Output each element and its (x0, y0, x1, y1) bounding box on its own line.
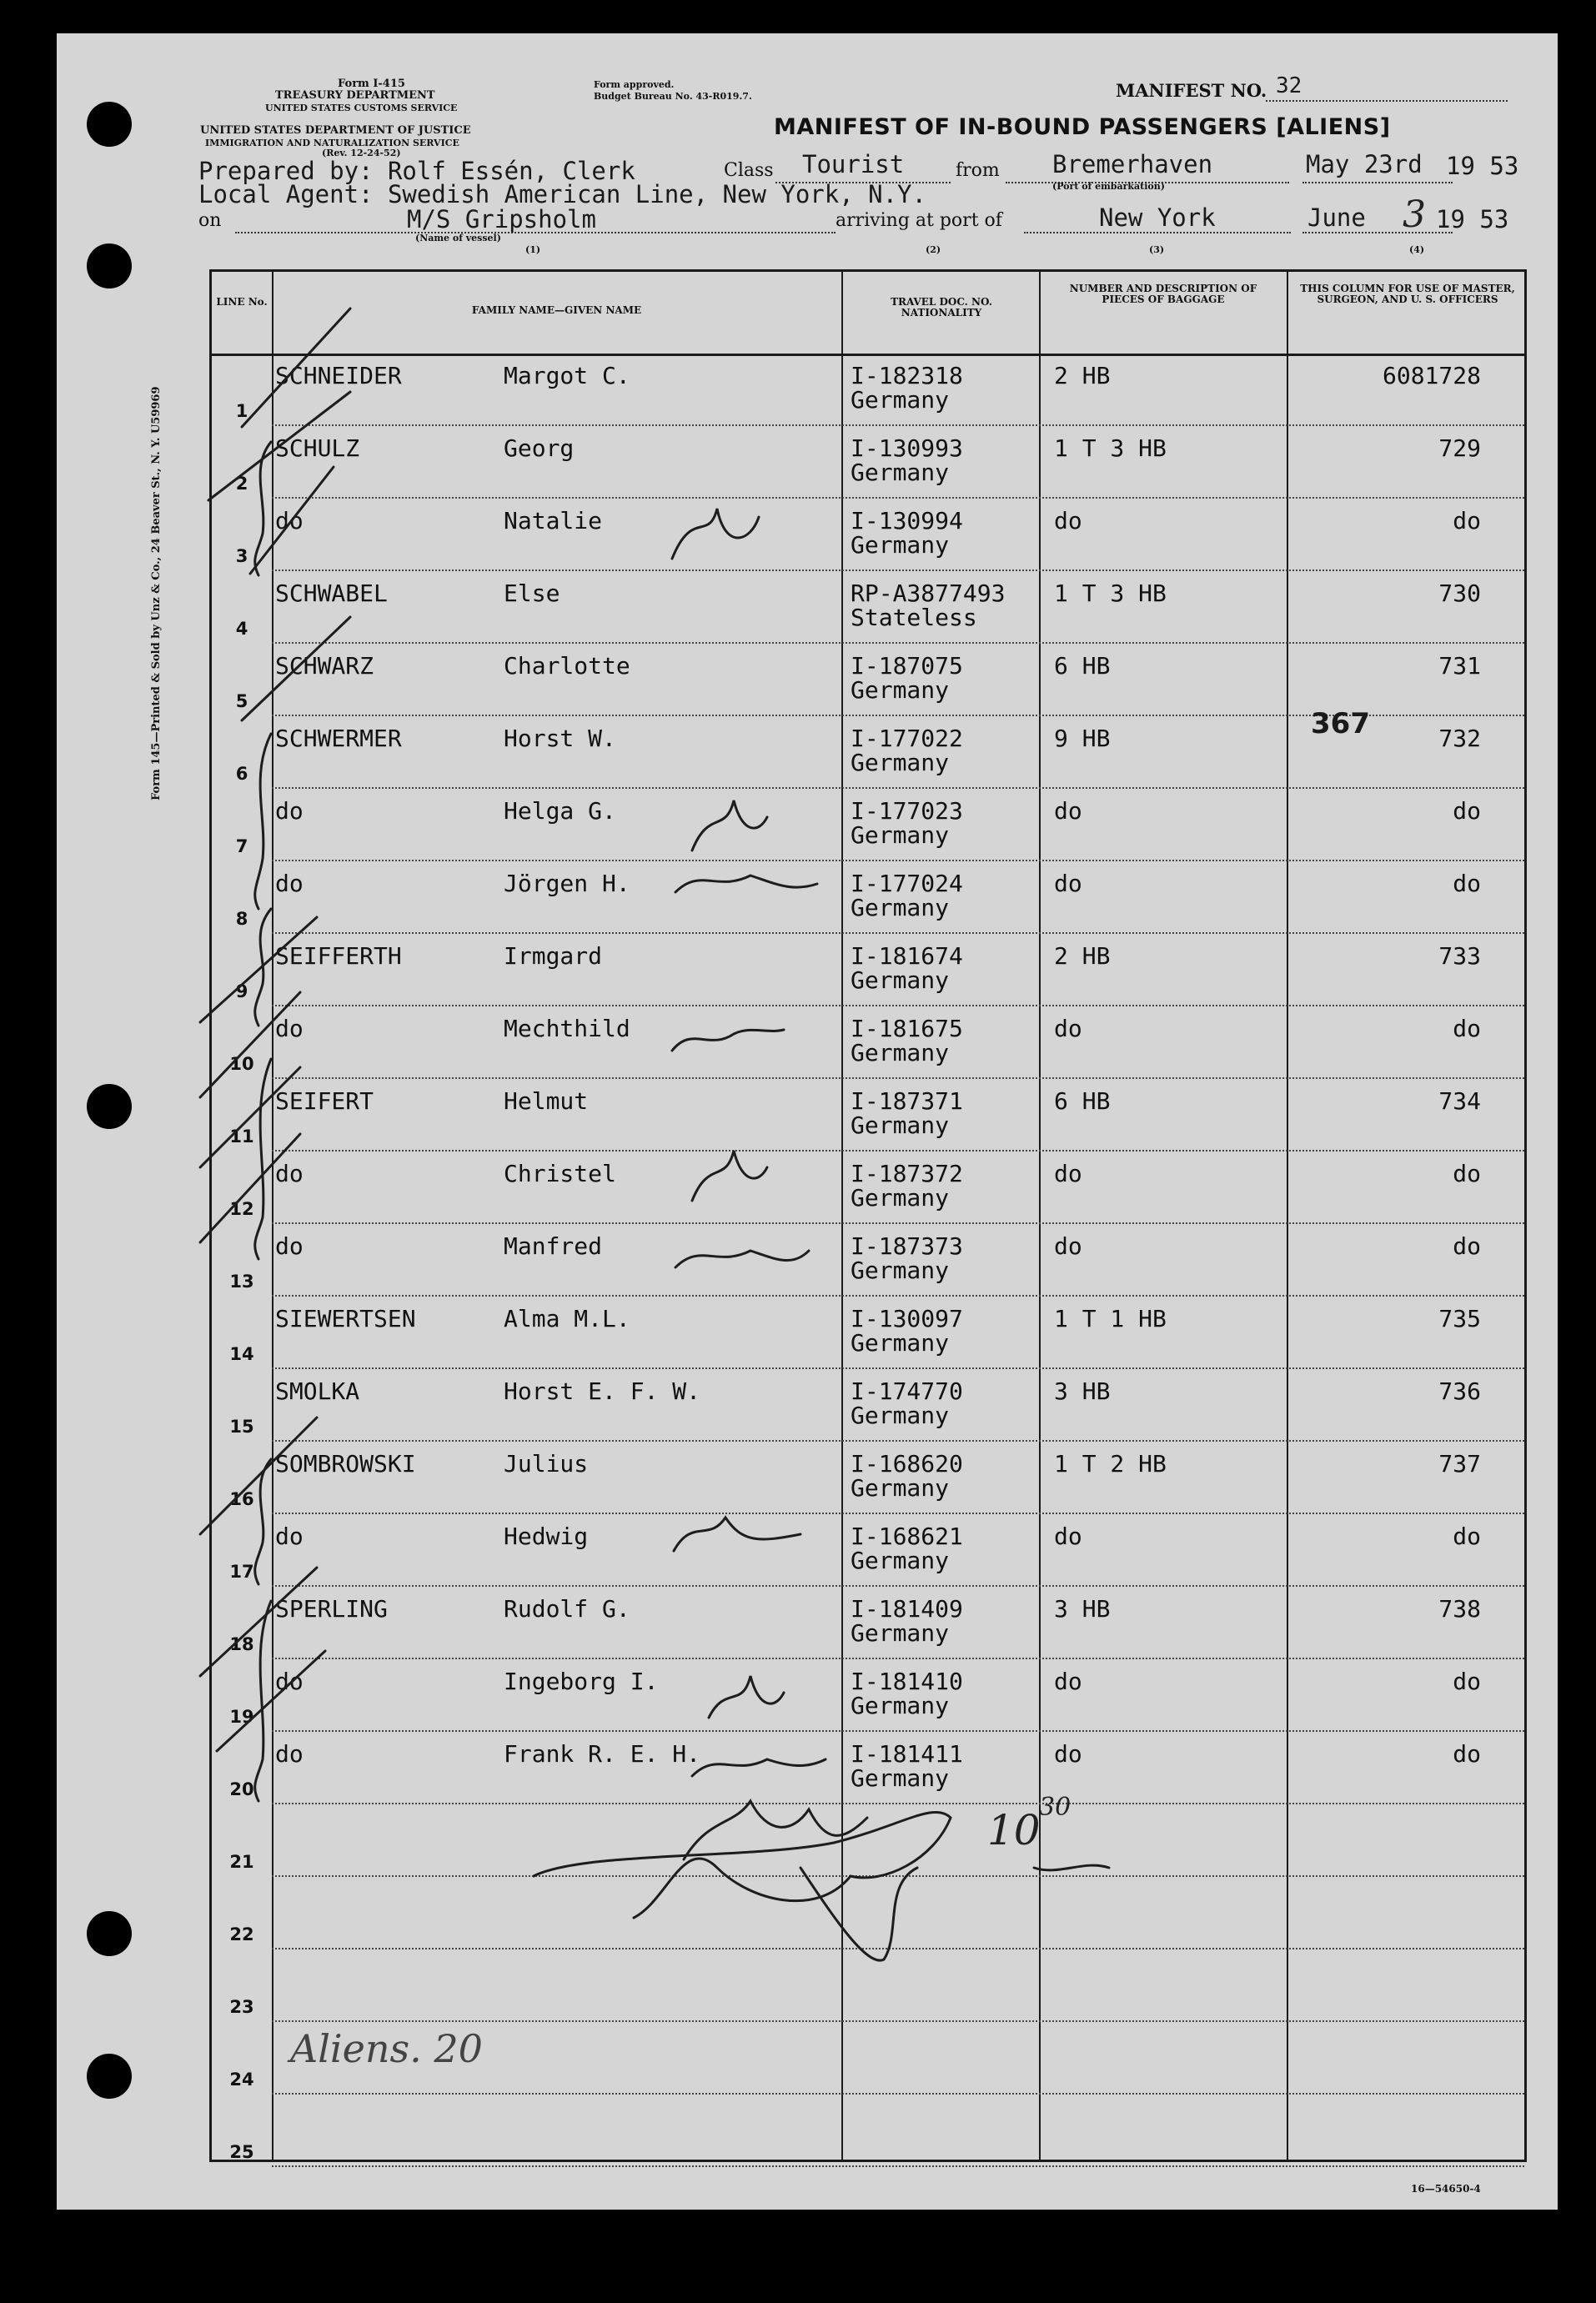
departure-year: 19 53 (1446, 152, 1519, 180)
baggage: do (1054, 1160, 1082, 1187)
initials (672, 509, 759, 559)
officer-entry: do (1453, 797, 1481, 825)
officer-entry: 737 (1438, 1450, 1481, 1478)
baggage: do (1054, 1740, 1082, 1768)
line-number: 3 (235, 546, 248, 566)
officer-entry: 736 (1438, 1377, 1481, 1405)
line-number: 25 (229, 2142, 254, 2162)
vessel-caption: (Name of vessel) (415, 233, 501, 243)
baggage: 1 T 3 HB (1054, 580, 1167, 607)
line-number: 15 (229, 1417, 254, 1437)
given-name: Georg (504, 434, 575, 462)
nationality: Germany (851, 894, 950, 921)
line-number: 4 (235, 619, 248, 639)
port-of-arrival: New York (1099, 203, 1216, 232)
nationality: Germany (851, 1764, 950, 1792)
family-name: SEIFERT (275, 1087, 374, 1115)
line-number: 16 (229, 1489, 254, 1509)
given-name: Margot C. (504, 362, 630, 389)
punch-hole (87, 1084, 132, 1129)
initials (672, 1030, 784, 1051)
arrival-month: June (1307, 203, 1366, 232)
officer-entry: 738 (1438, 1595, 1481, 1623)
column-header-travel-doc: TRAVEL DOC. NO. NATIONALITY (891, 296, 992, 319)
family-name: SCHWERMER (275, 725, 402, 752)
printer-side-text: Form 145—Printed & Sold by Unz & Co., 24 Beaver St., N. Y. U59969 (150, 386, 163, 800)
family-name: do (275, 1160, 304, 1187)
given-name: Charlotte (504, 652, 630, 680)
revision-date: (Rev. 12-24-52) (322, 148, 401, 158)
baggage: 1 T 2 HB (1054, 1450, 1167, 1478)
manifest-number-label: MANIFEST NO. (1116, 80, 1267, 101)
given-name: Helmut (504, 1087, 589, 1115)
family-name: do (275, 507, 304, 534)
given-name: Jörgen H. (504, 870, 630, 897)
officer-entry: 734 (1438, 1087, 1481, 1115)
port-of-embarkation: Bremerhaven (1052, 150, 1213, 178)
line-number: 2 (235, 474, 248, 494)
embark-caption: (Port of embarkation) (1052, 181, 1165, 192)
nationality: Germany (851, 459, 950, 486)
family-name: do (275, 1232, 304, 1260)
officer-entry: do (1453, 1160, 1481, 1187)
given-name: Alma M.L. (504, 1305, 630, 1332)
travel-doc-number: I-177022 (851, 725, 963, 752)
officer-entry: 732 (1438, 725, 1481, 752)
travel-doc-number: I-177024 (851, 870, 963, 897)
line-number: 1 (235, 401, 248, 421)
nationality: Germany (851, 676, 950, 704)
baggage: do (1054, 870, 1082, 897)
family-name: do (275, 1523, 304, 1550)
baggage: 3 HB (1054, 1595, 1111, 1623)
treasury-department: TREASURY DEPARTMENT (275, 89, 435, 102)
family-name: SIEWERTSEN (275, 1305, 416, 1332)
nationality: Germany (851, 531, 950, 559)
baggage: 6 HB (1054, 652, 1111, 680)
given-name: Natalie (504, 507, 603, 534)
baggage: do (1054, 797, 1082, 825)
line-number: 24 (229, 2070, 254, 2090)
nationality: Germany (851, 821, 950, 849)
line-number: 7 (235, 836, 248, 856)
check-mark (208, 392, 350, 500)
signature-time-sup: 30 (1039, 1793, 1072, 1822)
manifest-title: MANIFEST OF IN-BOUND PASSENGERS [ALIENS] (774, 114, 1391, 140)
family-name: do (275, 1668, 304, 1695)
department-of-justice: UNITED STATES DEPARTMENT OF JUSTICE (200, 124, 471, 137)
travel-doc-number: RP-A3877493 (851, 580, 1006, 607)
from-label: from (956, 160, 1000, 181)
nationality: Stateless (851, 604, 977, 631)
baggage: do (1054, 1523, 1082, 1550)
check-mark (200, 917, 317, 1022)
travel-doc-number: I-174770 (851, 1377, 963, 1405)
given-name: Ingeborg I. (504, 1668, 659, 1695)
travel-doc-number: I-177023 (851, 797, 963, 825)
officer-entry: 733 (1438, 942, 1481, 970)
signature (1034, 1865, 1109, 1870)
baggage: 9 HB (1054, 725, 1111, 752)
given-name: Helga G. (504, 797, 616, 825)
signature-time: 10 (987, 1806, 1041, 1854)
initials (692, 800, 767, 850)
check-mark (217, 1651, 325, 1751)
travel-doc-number: I-130993 (851, 434, 963, 462)
column-header-officers: THIS COLUMN FOR USE OF MASTER, SURGEON, AND U. S. OFFICERS (1300, 283, 1515, 305)
column-header-name: FAMILY NAME—GIVEN NAME (471, 304, 642, 316)
check-mark (242, 309, 350, 427)
travel-doc-number: I-181674 (851, 942, 963, 970)
column-header-line: LINE No. (216, 296, 268, 308)
baggage: 1 T 1 HB (1054, 1305, 1167, 1332)
initials (709, 1676, 784, 1718)
check-mark (200, 1417, 317, 1534)
line-number: 23 (229, 1997, 254, 2017)
punch-hole (87, 2054, 132, 2099)
family-bracket (255, 1059, 271, 1259)
family-name: do (275, 1740, 304, 1768)
travel-doc-number: I-181410 (851, 1668, 963, 1695)
arrival-day: 3 (1403, 193, 1426, 236)
line-number: 22 (229, 1924, 254, 1944)
nationality: Germany (851, 386, 950, 414)
nationality: Germany (851, 966, 950, 994)
officer-entry: do (1453, 870, 1481, 897)
line-number: 8 (235, 909, 248, 929)
given-name: Hedwig (504, 1523, 589, 1550)
punch-hole (87, 102, 132, 147)
arriving-label: arriving at port of (836, 210, 1002, 231)
officer-entry: do (1453, 1740, 1481, 1768)
line-number: 14 (229, 1344, 254, 1364)
footer-code: 16—54650-4 (1411, 2183, 1481, 2195)
travel-doc-number: I-181411 (851, 1740, 963, 1768)
baggage: do (1054, 1232, 1082, 1260)
given-name: Christel (504, 1160, 616, 1187)
nationality: Germany (851, 1039, 950, 1066)
customs-service: UNITED STATES CUSTOMS SERVICE (265, 103, 458, 113)
initials (692, 1151, 767, 1201)
baggage: do (1054, 507, 1082, 534)
family-name: SMOLKA (275, 1377, 360, 1405)
class-label: Class (724, 160, 774, 181)
form-approved: Form approved. (594, 79, 675, 90)
given-name: Manfred (504, 1232, 603, 1260)
family-name: SCHWARZ (275, 652, 374, 680)
family-name: SOMBROWSKI (275, 1450, 416, 1478)
nationality: Germany (851, 1184, 950, 1212)
departure-date: May 23rd (1306, 150, 1423, 178)
officer-entry: do (1453, 507, 1481, 534)
officer-entry: do (1453, 1232, 1481, 1260)
nationality: Germany (851, 1692, 950, 1719)
stamp-number: 367 (1311, 707, 1370, 740)
nationality: Germany (851, 1402, 950, 1429)
initials (675, 876, 817, 892)
line-number: 10 (229, 1054, 254, 1074)
caption-2: (2) (926, 244, 941, 255)
budget-bureau: Budget Bureau No. 43-R019.7. (594, 91, 752, 102)
nationality: Germany (851, 749, 950, 776)
line-number: 17 (229, 1562, 254, 1582)
nationality: Germany (851, 1619, 950, 1647)
given-name: Rudolf G. (504, 1595, 630, 1623)
given-name: Irmgard (504, 942, 603, 970)
baggage: do (1054, 1668, 1082, 1695)
nationality: Germany (851, 1257, 950, 1284)
nationality: Germany (851, 1474, 950, 1502)
officer-entry: do (1453, 1668, 1481, 1695)
on-label: on (198, 210, 222, 231)
baggage: 1 T 3 HB (1054, 434, 1167, 462)
line-number: 21 (229, 1852, 254, 1872)
travel-doc-number: I-187372 (851, 1160, 963, 1187)
line-number: 20 (229, 1779, 254, 1799)
caption-3: (3) (1149, 244, 1165, 255)
class-value: Tourist (802, 150, 905, 178)
family-name: do (275, 870, 304, 897)
ins-label: IMMIGRATION AND NATURALIZATION SERVICE (205, 138, 459, 148)
line-number: 5 (235, 691, 248, 711)
baggage: 3 HB (1054, 1377, 1111, 1405)
given-name: Else (504, 580, 560, 607)
given-name: Horst E. F. W. (504, 1377, 701, 1405)
family-name: SCHNEIDER (275, 362, 402, 389)
officer-entry: 735 (1438, 1305, 1481, 1332)
line-number: 12 (229, 1199, 254, 1219)
signature (534, 1812, 951, 1918)
manifest-number: 32 (1276, 73, 1302, 98)
baggage: 2 HB (1054, 362, 1111, 389)
caption-4: (4) (1409, 244, 1425, 255)
arrival-year: 19 53 (1436, 205, 1509, 233)
travel-doc-number: I-182318 (851, 362, 963, 389)
caption-1: (1) (525, 244, 541, 255)
punch-hole (87, 1911, 132, 1956)
travel-doc-number: I-130097 (851, 1305, 963, 1332)
given-name: Julius (504, 1450, 589, 1478)
vessel-name: M/S Gripsholm (407, 205, 596, 233)
nationality: Germany (851, 1111, 950, 1139)
family-name: do (275, 797, 304, 825)
officer-entry: 730 (1438, 580, 1481, 607)
officer-entry: do (1453, 1015, 1481, 1042)
given-name: Mechthild (504, 1015, 630, 1042)
prepared-by: Prepared by: Rolf Essén, Clerk (198, 157, 635, 185)
column-header-baggage: NUMBER AND DESCRIPTION OF PIECES OF BAGGAGE (1069, 283, 1257, 305)
form-number: Form I-415 (338, 78, 405, 90)
family-bracket (255, 734, 271, 909)
officer-entry: 6081728 (1382, 362, 1481, 389)
nationality: Germany (851, 1329, 950, 1357)
aliens-count: Aliens. 20 (290, 2026, 483, 2071)
line-number: 9 (235, 981, 248, 1001)
signature (801, 1868, 917, 1960)
officer-entry: 731 (1438, 652, 1481, 680)
travel-doc-number: I-187373 (851, 1232, 963, 1260)
local-agent: Local Agent: Swedish American Line, New York, N.Y. (198, 180, 926, 208)
check-mark (200, 1134, 300, 1242)
line-number: 11 (229, 1126, 254, 1146)
family-name: SCHWABEL (275, 580, 388, 607)
family-bracket (255, 909, 271, 1026)
line-number: 13 (229, 1272, 254, 1292)
family-name: SEIFFERTH (275, 942, 402, 970)
initials (675, 1251, 809, 1267)
family-bracket (255, 1601, 271, 1801)
initials (692, 1759, 826, 1776)
family-name: SCHULZ (275, 434, 360, 462)
given-name: Horst W. (504, 725, 616, 752)
baggage: 6 HB (1054, 1087, 1111, 1115)
family-name: do (275, 1015, 304, 1042)
line-number: 6 (235, 764, 248, 784)
officer-entry: 729 (1438, 434, 1481, 462)
punch-hole (87, 243, 132, 289)
travel-doc-number: I-168620 (851, 1450, 963, 1478)
travel-doc-number: I-181409 (851, 1595, 963, 1623)
travel-doc-number: I-181675 (851, 1015, 963, 1042)
nationality: Germany (851, 1547, 950, 1574)
line-number: 19 (229, 1707, 254, 1727)
baggage: do (1054, 1015, 1082, 1042)
given-name: Frank R. E. H. (504, 1740, 701, 1768)
check-mark (242, 617, 350, 720)
travel-doc-number: I-187371 (851, 1087, 963, 1115)
travel-doc-number: I-130994 (851, 507, 963, 534)
initials (674, 1518, 801, 1551)
travel-doc-number: I-187075 (851, 652, 963, 680)
family-name: SPERLING (275, 1595, 388, 1623)
travel-doc-number: I-168621 (851, 1523, 963, 1550)
baggage: 2 HB (1054, 942, 1111, 970)
officer-entry: do (1453, 1523, 1481, 1550)
line-number: 18 (229, 1634, 254, 1654)
